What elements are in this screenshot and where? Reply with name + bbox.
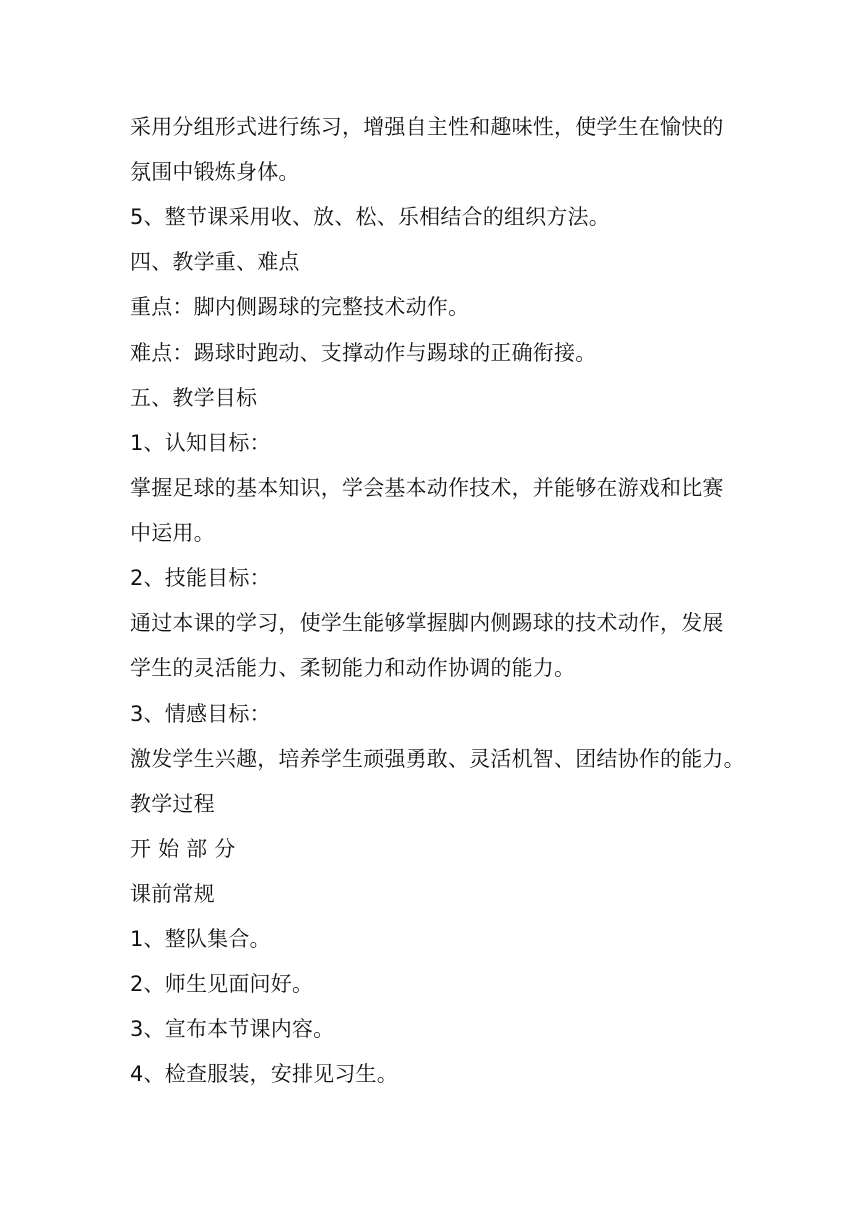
subheading: 2、技能目标： xyxy=(130,566,271,590)
text-line: 中运用。 xyxy=(130,521,215,545)
text-line: 重点：脚内侧踢球的完整技术动作。 xyxy=(130,295,470,319)
text-line: 5、整节课采用收、放、松、乐相结合的组织方法。 xyxy=(130,205,610,229)
text-line: 掌握足球的基本知识，学会基本动作技术，并能够在游戏和比赛 xyxy=(130,476,724,500)
section-heading: 五、教学目标 xyxy=(130,386,258,410)
subheading: 1、认知目标： xyxy=(130,431,271,455)
section-heading: 开 始 部 分 xyxy=(130,837,236,861)
list-item: 1、整队集合。 xyxy=(130,927,271,951)
section-heading: 教学过程 xyxy=(130,792,215,816)
text-line: 难点：踢球时跑动、支撑动作与踢球的正确衔接。 xyxy=(130,341,597,365)
text-line: 学生的灵活能力、柔韧能力和动作协调的能力。 xyxy=(130,656,576,680)
text-line: 采用分组形式进行练习，增强自主性和趣味性，使学生在愉快的 xyxy=(130,115,724,139)
section-heading: 四、教学重、难点 xyxy=(130,250,300,274)
text-line: 通过本课的学习，使学生能够掌握脚内侧踢球的技术动作，发展 xyxy=(130,611,724,635)
text-line: 氛围中锻炼身体。 xyxy=(130,160,300,184)
text-line: 激发学生兴趣，培养学生顽强勇敢、灵活机智、团结协作的能力。 xyxy=(130,747,745,771)
list-item: 3、宣布本节课内容。 xyxy=(130,1017,335,1041)
subheading: 3、情感目标： xyxy=(130,702,271,726)
list-item: 4、检查服装，安排见习生。 xyxy=(130,1062,398,1086)
list-item: 2、师生见面问好。 xyxy=(130,972,314,996)
subheading: 课前常规 xyxy=(130,882,215,906)
